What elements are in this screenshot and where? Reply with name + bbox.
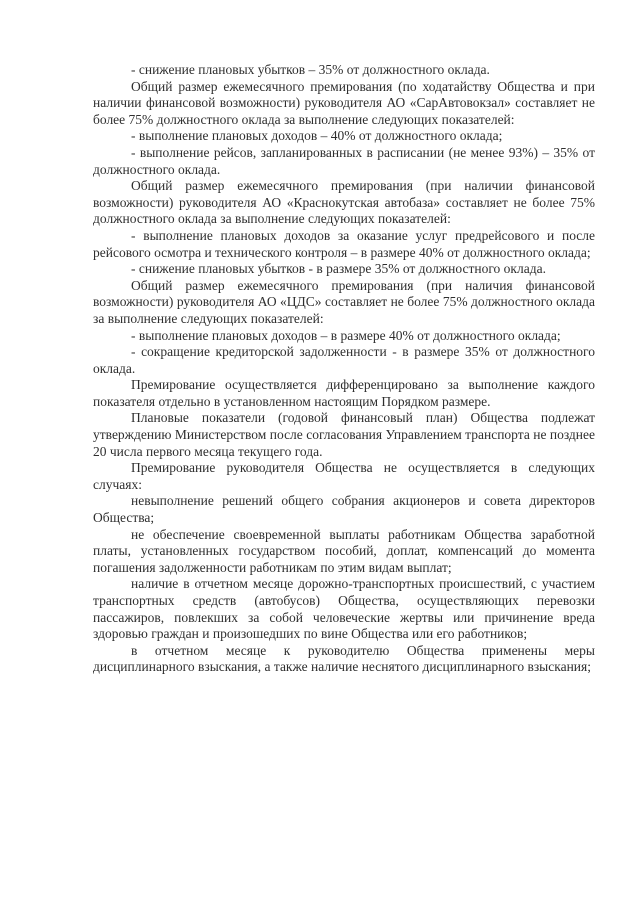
paragraph-12: Плановые показатели (годовой финансовый план) Общества подлежат утверждению Министерством после согласования Управлением транспорта не позднее 20 числа первого месяца текущего года. xyxy=(93,410,595,459)
paragraph-7: - снижение плановых убытков - в размере 35% от должностного оклада. xyxy=(131,261,546,277)
paragraph-13: Премирование руководителя Общества не осуществляется в следующих случаях: xyxy=(93,460,595,492)
paragraph-4: - выполнение рейсов, запланированных в расписании (не менее 93%) – 35% от должностного оклада. xyxy=(93,144,595,177)
paragraph-16: наличие в отчетном месяце дорожно-транспортных происшествий, с участием транспортных средств (автобусов) Общества, осуществляющих перевозки пассажиров, повлекших за собой человеческие жертвы или причинение вреда здоровью граждан и произошедших по вине Общества или его работников; xyxy=(93,576,595,642)
paragraph-17: в отчетном месяце к руководителю Общества применены меры дисциплинарного взыскания, а также наличие неснятого дисциплинарного взыскания; xyxy=(93,642,595,675)
paragraph-8: Общий размер ежемесячного премирования (при наличия финансовой возможности) руководителя АО «ЦДС» составляет не более 75% должностного оклада за выполнение следующих показателей: xyxy=(93,277,595,326)
paragraph-10: - сокращение кредиторской задолженности - в размере 35% от должностного оклада. xyxy=(93,344,595,376)
document-page xyxy=(93,62,595,676)
paragraph-14: невыполнение решений общего собрания акционеров и совета директоров Общества; xyxy=(93,493,595,526)
paragraph-11: Премирование осуществляется дифференцировано за выполнение каждого показателя отдельно в установленном настоящим Порядком размере. xyxy=(93,377,595,409)
paragraph-9: - выполнение плановых доходов – в размере 40% от должностного оклада; xyxy=(131,327,561,343)
paragraph-6: - выполнение плановых доходов за оказание услуг предрейсового и после рейсового осмотра и технического контроля – в размере 40% от должностного оклада; xyxy=(93,227,595,260)
paragraph-5: Общий размер ежемесячного премирования (при наличии финансовой возможности) руководителя АО «Краснокутская автобаза» составляет не более 75% должностного оклада за выполнение следующих показателей: xyxy=(93,178,595,227)
paragraph-1: - снижение плановых убытков – 35% от должностного оклада. xyxy=(131,62,490,77)
paragraph-3: - выполнение плановых доходов – 40% от должностного оклада; xyxy=(131,128,503,144)
paragraph-15: не обеспечение своевременной выплаты работникам Общества заработной платы, установленных государством пособий, доплат, компенсаций до момента погашения задолженности работникам по этим видам выплат; xyxy=(93,526,595,575)
paragraph-2: Общий размер ежемесячного премирования (по ходатайству Общества и при наличии финансовой возможности) руководителя АО «СарАвтовокзал» составляет не более 75% должностного оклада за выполнение следующих показателей: xyxy=(93,78,595,127)
